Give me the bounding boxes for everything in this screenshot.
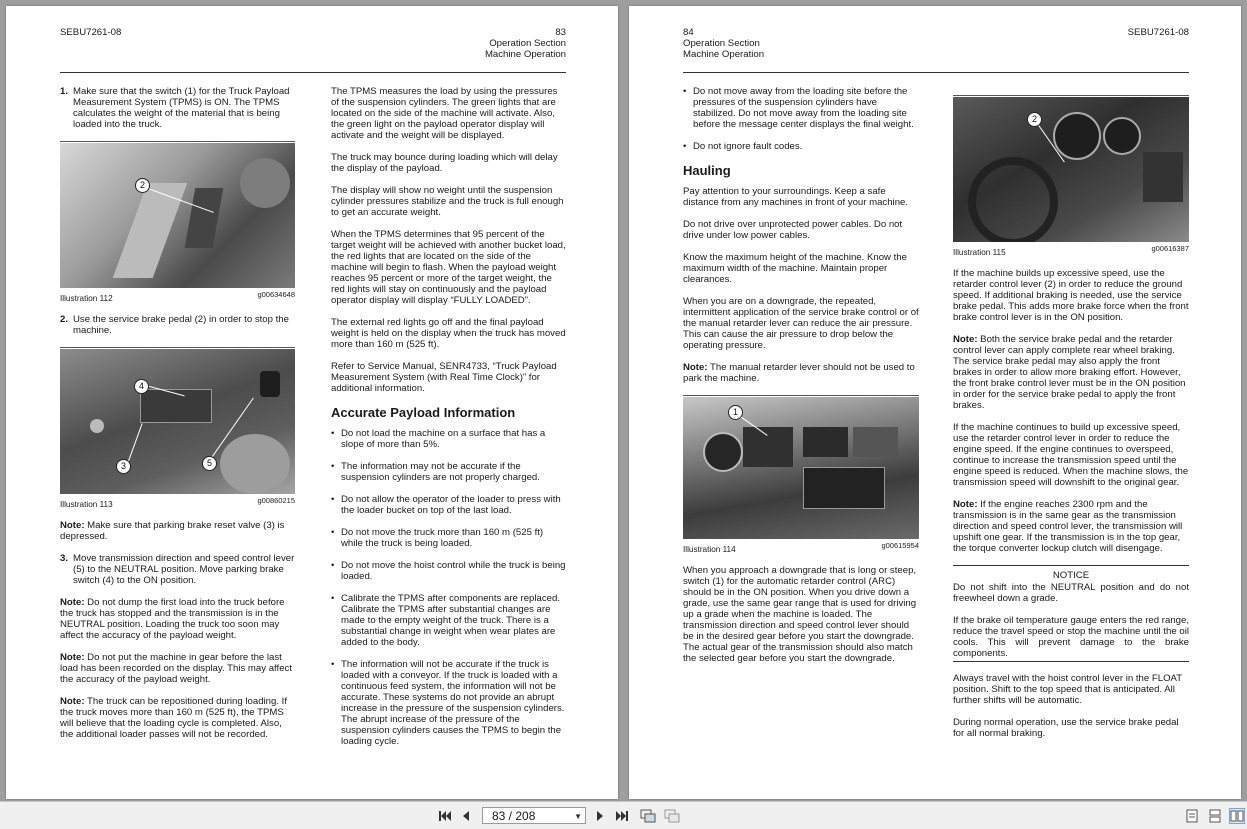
bullet-text: Do not allow the operator of the loader to press with the loader bucket on top of the last load. (341, 494, 561, 516)
page-header-left (683, 27, 764, 60)
subsection-title: Machine Operation (484, 49, 566, 60)
paragraph: Pay attention to your surroundings. Keep a safe distance from any machines in front of your machine. (683, 186, 909, 208)
right-column-2 (953, 95, 1189, 750)
photo-steering-column (953, 97, 1189, 242)
callout-4: 4 (134, 379, 149, 394)
left-column-2 (331, 86, 567, 758)
lever-knob (260, 371, 280, 397)
prev-page-icon[interactable] (459, 808, 473, 824)
figure-caption (60, 290, 295, 303)
callout-2: 2 (135, 178, 150, 193)
step-text: Use the service brake pedal (2) in order to stop the machine. (73, 314, 289, 336)
figure-label: Illustration 115 (953, 248, 1006, 257)
note-text: Make sure that parking brake reset valve (3) is depressed. (60, 520, 285, 542)
paragraph: The display will show no weight until the suspension cylinder pressures stabilize and the truck is full enough to get an accurate weight. (331, 185, 564, 218)
figure-label: Illustration 112 (60, 294, 113, 303)
note (60, 520, 295, 542)
note-text: Both the service brake pedal and the retarder control lever can apply complete rear wheel braking. The service brake pedal may also apply the front brakes in order to allow more braking effort. However, the front brake control lever must be in the ON position in order for the service brake pedal to apply the front brakes. (953, 334, 1186, 411)
section-title: Operation Section (683, 38, 760, 49)
figure-caption (60, 496, 295, 509)
chevron-down-icon[interactable]: ▼ (574, 812, 582, 821)
paragraph: When the TPMS determines that 95 percent of the target weight will be achieved with another bucket load, the red lights that are located on the side of the machine will begin to flash. When the payload weight reaches 95 percent or more of the target weight, the red lights will stay on continuously and the payload operator display will display “FULLY LOADED”. (331, 229, 566, 306)
bullet-item: • The information will not be accurate if the truck is loaded with a conveyor. If the truck is loaded with a continuous feed system, the information will not be accurate. These systems do not provide an abrupt increase in the pressure of the suspension cylinders. The abrupt increase of the pressure of the suspension cylinders causes the TPMS to begin the loading cycle. (331, 659, 567, 747)
illustration-115 (953, 95, 1189, 257)
viewer-toolbar (0, 801, 1247, 829)
callout-1: 1 (728, 405, 743, 420)
fit-page-icon[interactable] (639, 808, 657, 824)
two-page-view-icon[interactable] (1229, 808, 1245, 824)
bullet-text: Calibrate the TPMS after components are replaced. Calibrate the TPMS after substantial changes are made to the empty weight of the truck. There is a substantial change in weight when wear plates are added to the body. (341, 593, 560, 648)
bullet-text: Do not load the machine on a surface that has a slope of more than 5%. (341, 428, 546, 450)
figure-rule (683, 395, 919, 396)
header-rule (60, 72, 566, 73)
notice-text: Do not shift into the NEUTRAL position and do not freewheel down a grade. (953, 582, 1189, 604)
callout-leader (128, 423, 143, 461)
figure-label: Illustration 113 (60, 500, 113, 509)
bullet-item: • Do not load the machine on a surface that has a slope of more than 5%. (331, 428, 567, 450)
left-page (6, 6, 618, 799)
bullet-item: • Do not allow the operator of the loader to press with the loader bucket on top of the last load. (331, 494, 567, 516)
bullet-text: Do not ignore fault codes. (693, 141, 803, 152)
paragraph: Know the maximum height of the machine. Know the maximum width of the machine. Maintain proper clearances. (683, 252, 907, 285)
figure-code: g00860215 (257, 496, 295, 505)
figure-caption (683, 541, 919, 554)
section-heading: Accurate Payload Information (331, 405, 516, 420)
illustration-114 (683, 395, 919, 554)
note-text: If the engine reaches 2300 rpm and the transmission is in the same gear as the transmission direction and speed control lever, the transmission will upshift one gear. If the transmission is in the top gear, the torque converter lockup clutch will disengage. (953, 499, 1183, 554)
doc-id: SEBU7261-08 (60, 27, 122, 38)
switch-cluster (743, 427, 793, 467)
photo-dashboard (683, 397, 919, 539)
bullet-text: The information will not be accurate if the truck is loaded with a conveyor. If the truck is loaded with a continuous feed system, the information will not be accurate. These systems do not provide an abrupt increase in the pressure of the suspension cylinders. The abrupt increase of the pressure of the suspension cylinders causes the TPMS to begin the loading cycle. (341, 659, 565, 747)
bullet-item: • Calibrate the TPMS after components are replaced. Calibrate the TPMS after substantial changes are made to the empty weight of the truck. There is a substantial change in weight when wear plates are added to the body. (331, 593, 567, 648)
display-screen (803, 467, 885, 509)
note-text: The manual retarder lever should not be used to park the machine. (683, 362, 915, 384)
note-text: Do not dump the first load into the truck before the truck has stopped and the transmission is in the NEUTRAL position. Loading the truck too soon may affect the accuracy of the payload weight. (60, 597, 285, 641)
section-title: Operation Section (489, 38, 566, 49)
step-2 (60, 314, 295, 336)
note-label: Note: (60, 597, 85, 608)
step-number: 3. (60, 553, 69, 564)
next-page-icon[interactable] (593, 808, 607, 824)
figure-rule (60, 347, 295, 348)
note (60, 597, 295, 641)
reset-valve (90, 419, 104, 433)
note (60, 696, 295, 740)
paragraph: During normal operation, use the service brake pedal for all normal braking. (953, 717, 1179, 739)
paragraph: The truck may bounce during loading which will delay the display of the payload. (331, 152, 558, 174)
gauge (1053, 112, 1101, 160)
paragraph: Refer to Service Manual, SENR4733, “Truck Payload Measurement System (with Real Time Clock)” for additional information. (331, 361, 557, 394)
last-page-icon[interactable] (614, 808, 630, 824)
figure-rule (60, 141, 295, 142)
callout-3: 3 (116, 459, 131, 474)
right-column-1 (683, 86, 919, 675)
right-page (629, 6, 1241, 799)
figure-label: Illustration 114 (683, 545, 736, 554)
photo-console (60, 349, 295, 494)
callout-5: 5 (202, 456, 217, 471)
note (683, 362, 919, 384)
page-indicator: 83 / 208 (492, 809, 536, 823)
paragraph: When you are on a downgrade, the repeated, intermittent application of the service brake control or of the manual retarder lever can reduce the air pressure. This can cause the air pressure to drop below the operating pressure. (683, 296, 919, 351)
switch-cluster (853, 427, 898, 457)
paragraph: If the machine continues to build up excessive speed, use the retarder control lever in order to reduce the engine speed. If the engine continues to overspeed, continue to increase the transmission speed until the engine speed is reduced. When the machine slows, the transmission speed will downshift to the original gear. (953, 422, 1189, 488)
paragraph: If the machine builds up excessive speed, use the retarder control lever (2) in order to reduce the ground speed. If additional braking is needed, use the service brake pedal. This adds more brake force when the front brake control lever is in the ON position. (953, 268, 1189, 323)
note-label: Note: (953, 499, 978, 510)
bullet-item: • The information may not be accurate if the suspension cylinders are not properly charged. (331, 461, 567, 483)
single-page-view-icon[interactable] (1185, 808, 1199, 824)
page-number: 83 (555, 27, 566, 38)
subsection-title: Machine Operation (683, 49, 765, 60)
notice-title: NOTICE (1052, 570, 1090, 581)
note-text: The truck can be repositioned during loading. If the truck moves more than 160 m (525 ft), the TPMS will believe that the loading cycle is completed. Also, the additional loader passes will not be recorded. (60, 696, 288, 740)
figure-caption (953, 244, 1189, 257)
note-label: Note: (683, 362, 708, 373)
fit-width-icon[interactable] (663, 808, 681, 824)
paragraph: The external red lights go off and the final payload weight is held on the display when the truck has moved more than 160 m (525 ft). (331, 317, 566, 350)
gauge (703, 432, 743, 472)
note-label: Note: (953, 334, 978, 345)
callout-2: 2 (1027, 112, 1042, 127)
bullet-text: The information may not be accurate if the suspension cylinders are not properly charged. (341, 461, 540, 483)
step-3 (60, 553, 295, 586)
bullet-text: Do not move the hoist control while the truck is being loaded. (341, 560, 566, 582)
header-rule (683, 72, 1189, 73)
note-text: Do not put the machine in gear before the last load has been recorded on the display. This may affect the accuracy of the payload weight. (60, 652, 292, 685)
control-knob (240, 158, 290, 208)
section-heading: Hauling (683, 163, 731, 178)
gauge (1103, 117, 1141, 155)
figure-code: g00616387 (1151, 244, 1189, 253)
step-text: Make sure that the switch (1) for the Truck Payload Measurement System (TPMS) is ON. The TPMS calculates the weight of the material that is being loaded into the truck. (73, 86, 290, 130)
paragraph: Do not drive over unprotected power cables. Do not drive under low power cables. (683, 219, 903, 241)
paragraph: The TPMS measures the load by using the pressures of the suspension cylinders. The green lights that are located on the side of the machine will activate. Also, the green light on the payload operator display will activate and the weight will be displayed. (331, 86, 558, 141)
bullet-item: • Do not move the truck more than 160 m (525 ft) while the truck is being loaded. (331, 527, 567, 549)
cup-holder (220, 434, 290, 494)
bullet-item: • Do not move the hoist control while the truck is being loaded. (331, 560, 566, 582)
paragraph: When you approach a downgrade that is long or steep, switch (1) for the automatic retarder control (ARC) should be in the ON position. When you drive down a grade, use the same gear range that is used for driving up a grade when the machine is loaded. The transmission direction and speed control lever should be in the desired gear before you start the downgrade. The actual gear of the transmission should also match the selected gear before you start the downgrade. (683, 565, 917, 664)
note-label: Note: (60, 520, 85, 531)
figure-rule (953, 95, 1189, 96)
step-number: 2. (60, 314, 69, 325)
bullet-item: • Do not move away from the loading site before the pressures of the suspension cylinders have stabilized. Do not move away from the loading site before the message center displays the final weight. (683, 86, 919, 130)
switch-panel (1143, 152, 1183, 202)
illustration-113 (60, 347, 295, 509)
note-label: Note: (60, 652, 85, 663)
note-label: Note: (60, 696, 85, 707)
doc-id: SEBU7261-08 (1127, 27, 1189, 38)
notice-text: If the brake oil temperature gauge enters the red range, reduce the travel speed or stop the machine until the oil cools. This will prevent damage to the brake components. (953, 615, 1189, 659)
left-column-1 (60, 86, 295, 751)
page-number-input[interactable] (482, 807, 586, 824)
note (60, 652, 295, 685)
illustration-112 (60, 141, 295, 303)
continuous-view-icon[interactable] (1208, 808, 1222, 824)
figure-code: g00615954 (881, 541, 919, 550)
switch-cluster (803, 427, 848, 457)
step-1 (60, 86, 295, 130)
note (953, 499, 1189, 554)
page-header-right (485, 27, 566, 60)
bullet-text: Do not move the truck more than 160 m (525 ft) while the truck is being loaded. (341, 527, 544, 549)
step-number: 1. (60, 86, 69, 97)
first-page-icon[interactable] (437, 808, 453, 824)
pedal-shape (185, 188, 224, 248)
steering-wheel (968, 157, 1058, 242)
paragraph: Always travel with the hoist control lever in the FLOAT position. Shift to the top speed that is anticipated. All further shifts will be automatic. (953, 673, 1182, 706)
step-text: Move transmission direction and speed control lever (5) to the NEUTRAL position. Move parking brake switch (4) to the ON position. (73, 553, 295, 586)
notice-box (953, 565, 1189, 662)
bullet-item: • Do not ignore fault codes. (683, 141, 919, 152)
figure-code: g00634648 (257, 290, 295, 299)
bullet-text: Do not move away from the loading site before the pressures of the suspension cylinders have stabilized. Do not move away from the loading site before the message center displays the final weight. (693, 86, 914, 130)
photo-brake-pedal (60, 143, 295, 288)
page-number: 84 (683, 27, 694, 38)
note (953, 334, 1189, 411)
